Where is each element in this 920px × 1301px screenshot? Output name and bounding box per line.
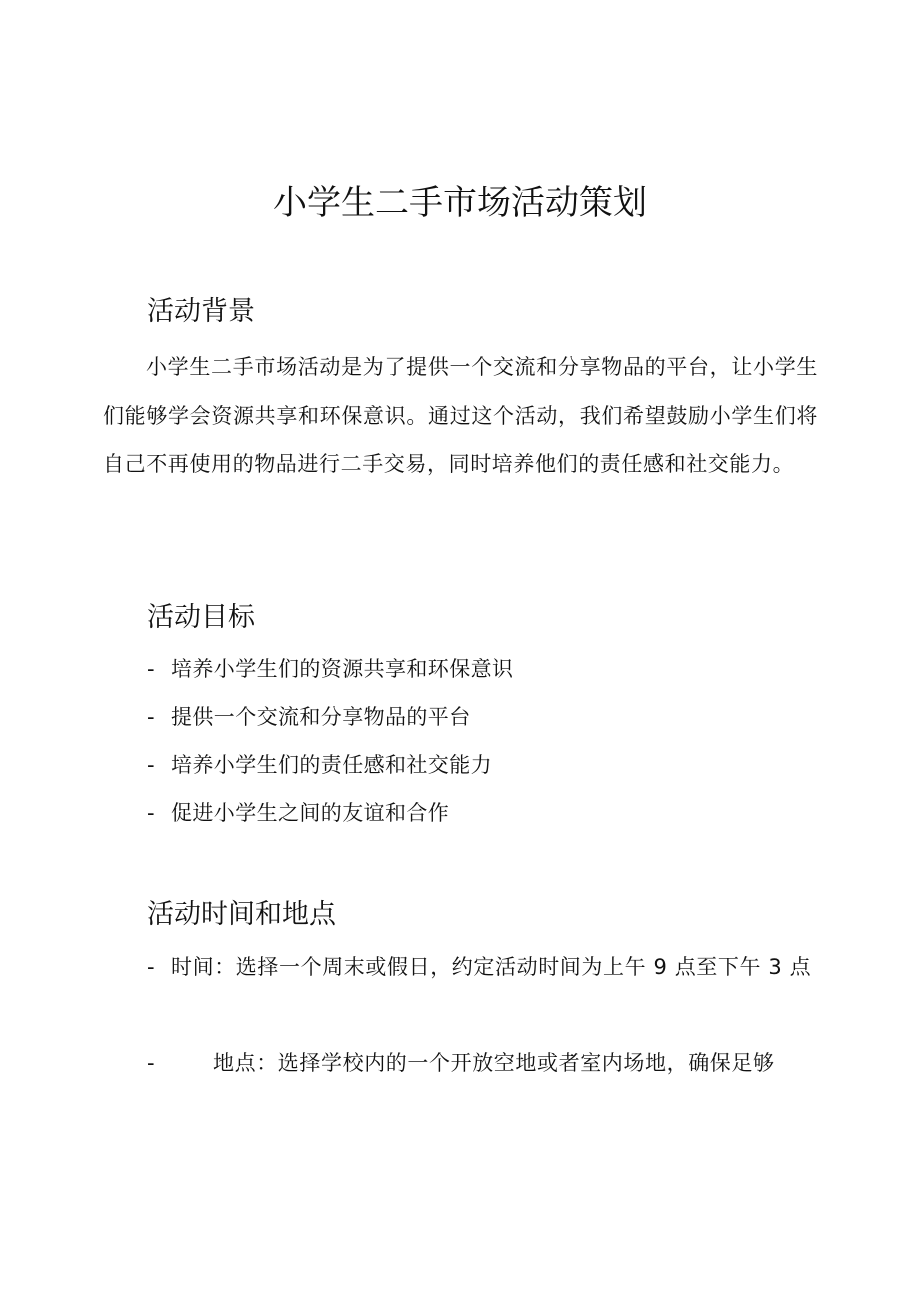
bullet-dash: - [147, 1051, 156, 1075]
section-heading-background: 活动背景 [147, 296, 255, 327]
list-item-text: 培养小学生们的责任感和社交能力 [171, 753, 492, 777]
time-detail-text: 时间：选择一个周末或假日，约定活动时间为上午 9 点至下午 3 点 [171, 955, 812, 979]
list-item [147, 789, 513, 837]
background-paragraph: 小学生二手市场活动是为了提供一个交流和分享物品的平台，让小学生们能够学会资源共享和环保意识。通过这个活动，我们希望鼓励小学生们将自己不再使用的物品进行二手交易，同时培养他们的责任感和社交能力。 [103, 355, 818, 476]
list-item-text: 促进小学生之间的友谊和合作 [171, 801, 450, 825]
list-item-text: 培养小学生们的资源共享和环保意识 [171, 657, 514, 681]
document-title: 小学生二手市场活动策划 [273, 183, 647, 223]
time-detail [103, 943, 818, 991]
list-item-text: 提供一个交流和分享物品的平台 [171, 705, 471, 729]
list-item [147, 645, 513, 693]
list-item [147, 693, 513, 741]
bullet-dash: - [147, 657, 155, 681]
place-detail-text: 地点：选择学校内的一个开放空地或者室内场地，确保足够 [213, 1051, 775, 1075]
bullet-dash: - [147, 801, 155, 825]
place-detail [103, 1039, 818, 1087]
goals-list [147, 645, 513, 837]
list-item [147, 741, 513, 789]
bullet-dash: - [147, 955, 156, 979]
section-heading-time-place: 活动时间和地点 [147, 899, 336, 930]
bullet-dash: - [147, 753, 155, 777]
bullet-dash: - [147, 705, 155, 729]
section-heading-goals: 活动目标 [147, 602, 255, 633]
